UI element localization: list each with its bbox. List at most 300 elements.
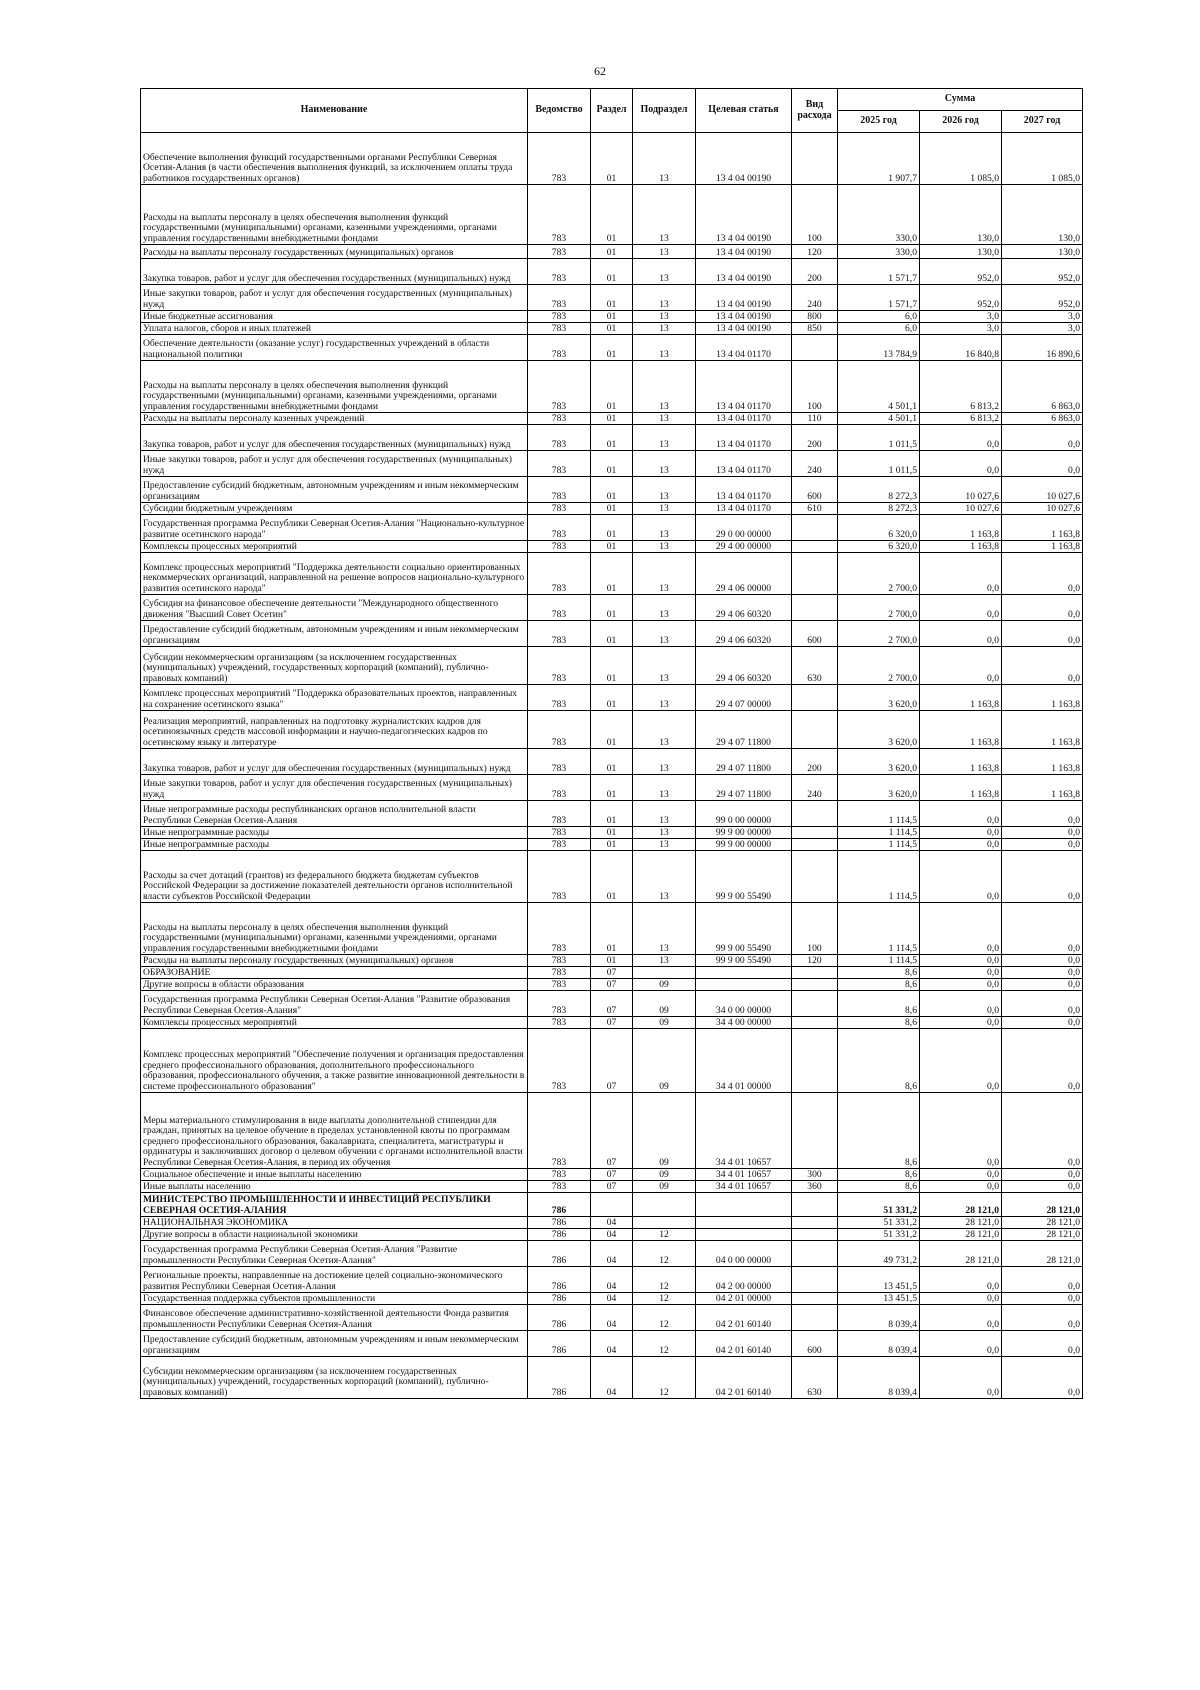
table-row (141, 1017, 1083, 1029)
cell-section: 01 (591, 903, 633, 955)
table-body (141, 133, 1083, 1399)
cell-subsection: 13 (633, 133, 696, 185)
cell-y2027: 3,0 (1002, 323, 1083, 335)
cell-section: 01 (591, 749, 633, 775)
cell-kind: 600 (792, 1331, 838, 1357)
cell-dept: 783 (528, 361, 591, 413)
cell-y2026: 0,0 (920, 979, 1002, 991)
cell-dept: 783 (528, 647, 591, 685)
cell-subsection: 13 (633, 185, 696, 245)
cell-y2027: 0,0 (1002, 1305, 1083, 1331)
cell-section: 07 (591, 991, 633, 1017)
cell-y2025: 1 114,5 (838, 827, 920, 839)
header-2025: 2025 год (838, 111, 920, 133)
cell-y2026: 0,0 (920, 451, 1002, 477)
header-row-1 (141, 89, 1083, 111)
cell-kind: 600 (792, 477, 838, 503)
cell-y2027: 0,0 (1002, 1357, 1083, 1399)
cell-kind (792, 335, 838, 361)
cell-name: Расходы на выплаты персоналу в целях обеспечения выполнения функций государственными (муниципальными) органами, казенными учреждениями, органами управления государственными внебюджетными фондами (141, 903, 528, 955)
cell-name: Иные выплаты населению (141, 1181, 528, 1193)
cell-subsection: 13 (633, 839, 696, 851)
cell-article: 04 2 01 60140 (696, 1331, 792, 1357)
cell-article: 04 2 01 60140 (696, 1305, 792, 1331)
cell-subsection: 13 (633, 515, 696, 541)
cell-y2027: 1 163,8 (1002, 711, 1083, 749)
table-row (141, 991, 1083, 1017)
cell-name: Обеспечение выполнения функций государственными органами Республики Северная Осетия-Алания (в части обеспечения выполнения функций, за исключением оплаты труда работников государственных органов) (141, 133, 528, 185)
cell-name: Субсидии бюджетным учреждениям (141, 503, 528, 515)
cell-article: 99 9 00 55490 (696, 955, 792, 967)
cell-y2025: 13 451,5 (838, 1267, 920, 1293)
cell-section: 01 (591, 451, 633, 477)
cell-y2026: 1 163,8 (920, 685, 1002, 711)
cell-y2025: 13 451,5 (838, 1293, 920, 1305)
cell-dept: 783 (528, 1029, 591, 1093)
cell-kind (792, 515, 838, 541)
cell-subsection: 13 (633, 647, 696, 685)
table-row (141, 1331, 1083, 1357)
table-row (141, 503, 1083, 515)
cell-y2025: 2 700,0 (838, 621, 920, 647)
cell-kind (792, 967, 838, 979)
cell-subsection: 09 (633, 1029, 696, 1093)
cell-y2027: 130,0 (1002, 245, 1083, 259)
cell-y2027: 28 121,0 (1002, 1241, 1083, 1267)
cell-y2027: 952,0 (1002, 285, 1083, 311)
cell-section: 01 (591, 285, 633, 311)
cell-dept: 783 (528, 503, 591, 515)
cell-kind: 200 (792, 749, 838, 775)
cell-y2025: 3 620,0 (838, 749, 920, 775)
cell-subsection: 12 (633, 1267, 696, 1293)
cell-section: 01 (591, 361, 633, 413)
cell-subsection: 12 (633, 1293, 696, 1305)
table-row (141, 1357, 1083, 1399)
cell-article: 13 4 04 00190 (696, 311, 792, 323)
cell-y2026: 0,0 (920, 967, 1002, 979)
cell-kind (792, 1305, 838, 1331)
cell-kind (792, 991, 838, 1017)
cell-y2026: 0,0 (920, 801, 1002, 827)
cell-y2027: 6 863,0 (1002, 413, 1083, 425)
cell-section: 07 (591, 1181, 633, 1193)
cell-dept: 783 (528, 1181, 591, 1193)
table-row (141, 425, 1083, 451)
cell-name: Комплексы процессных мероприятий (141, 541, 528, 553)
cell-subsection: 13 (633, 711, 696, 749)
cell-subsection: 13 (633, 335, 696, 361)
cell-y2026: 0,0 (920, 1293, 1002, 1305)
cell-kind: 110 (792, 413, 838, 425)
cell-dept: 786 (528, 1331, 591, 1357)
cell-section: 01 (591, 801, 633, 827)
cell-kind (792, 1217, 838, 1229)
table-row (141, 1229, 1083, 1241)
cell-kind: 850 (792, 323, 838, 335)
cell-subsection: 13 (633, 851, 696, 903)
cell-section: 01 (591, 955, 633, 967)
cell-article: 29 4 07 11800 (696, 749, 792, 775)
cell-y2025: 1 114,5 (838, 851, 920, 903)
cell-subsection: 13 (633, 259, 696, 285)
cell-y2026: 0,0 (920, 991, 1002, 1017)
cell-y2026: 0,0 (920, 1181, 1002, 1193)
cell-article: 13 4 04 00190 (696, 245, 792, 259)
header-dept: Ведомство (528, 89, 591, 133)
table-row (141, 903, 1083, 955)
cell-y2025: 8,6 (838, 1169, 920, 1181)
header-subsection: Подраздел (633, 89, 696, 133)
cell-section: 01 (591, 621, 633, 647)
cell-name: Государственная программа Республики Северная Осетия-Алания "Развитие образования Республики Северная Осетия-Алания" (141, 991, 528, 1017)
header-name: Наименование (141, 89, 528, 133)
cell-y2026: 0,0 (920, 1305, 1002, 1331)
cell-kind: 600 (792, 621, 838, 647)
cell-article: 29 4 06 60320 (696, 647, 792, 685)
table-row (141, 285, 1083, 311)
cell-y2025: 8,6 (838, 1017, 920, 1029)
cell-kind: 100 (792, 361, 838, 413)
table-row (141, 451, 1083, 477)
cell-y2027: 0,0 (1002, 451, 1083, 477)
cell-y2027: 0,0 (1002, 979, 1083, 991)
cell-y2026: 0,0 (920, 1267, 1002, 1293)
cell-subsection (633, 1193, 696, 1217)
cell-section: 01 (591, 685, 633, 711)
cell-kind (792, 1017, 838, 1029)
cell-name: Другие вопросы в области образования (141, 979, 528, 991)
cell-article: 34 0 00 00000 (696, 991, 792, 1017)
cell-section: 01 (591, 647, 633, 685)
cell-y2027: 0,0 (1002, 955, 1083, 967)
cell-article: 29 4 00 00000 (696, 541, 792, 553)
cell-y2027: 0,0 (1002, 1169, 1083, 1181)
cell-section: 07 (591, 979, 633, 991)
cell-kind: 630 (792, 1357, 838, 1399)
cell-y2027: 28 121,0 (1002, 1217, 1083, 1229)
cell-subsection: 13 (633, 311, 696, 323)
cell-y2026: 0,0 (920, 827, 1002, 839)
cell-y2025: 51 331,2 (838, 1217, 920, 1229)
cell-kind: 240 (792, 285, 838, 311)
cell-article: 34 4 01 10657 (696, 1181, 792, 1193)
cell-y2025: 4 501,1 (838, 361, 920, 413)
cell-article: 13 4 04 01170 (696, 361, 792, 413)
cell-dept: 783 (528, 335, 591, 361)
cell-dept: 783 (528, 851, 591, 903)
cell-y2026: 28 121,0 (920, 1217, 1002, 1229)
cell-y2026: 0,0 (920, 1029, 1002, 1093)
cell-y2026: 952,0 (920, 259, 1002, 285)
cell-kind: 200 (792, 425, 838, 451)
cell-y2027: 0,0 (1002, 1267, 1083, 1293)
cell-y2025: 2 700,0 (838, 647, 920, 685)
cell-section: 01 (591, 413, 633, 425)
cell-dept: 783 (528, 595, 591, 621)
cell-article: 04 2 00 00000 (696, 1267, 792, 1293)
cell-section: 01 (591, 775, 633, 801)
cell-subsection: 13 (633, 827, 696, 839)
cell-y2025: 330,0 (838, 245, 920, 259)
cell-section: 01 (591, 851, 633, 903)
table-row (141, 621, 1083, 647)
cell-name: Меры материального стимулирования в виде выплаты дополнительной стипендии для граждан, принятых на целевое обучение в пределах установленной квоты по программам среднего профессионального образования, бакалавриата, специалитета, магистратуры и ординатуры и заключивших договор о целевом обучении с органами исполнительной власти Республики Северная Осетия-Алания, в период их обучения (141, 1093, 528, 1169)
cell-kind (792, 595, 838, 621)
cell-section: 01 (591, 185, 633, 245)
cell-article: 34 4 01 00000 (696, 1029, 792, 1093)
cell-subsection: 13 (633, 425, 696, 451)
cell-subsection: 13 (633, 621, 696, 647)
table-row (141, 361, 1083, 413)
cell-y2027: 1 163,8 (1002, 775, 1083, 801)
cell-y2027: 0,0 (1002, 801, 1083, 827)
table-row (141, 851, 1083, 903)
cell-y2026: 28 121,0 (920, 1229, 1002, 1241)
cell-dept: 783 (528, 451, 591, 477)
table-row (141, 979, 1083, 991)
cell-y2025: 1 114,5 (838, 801, 920, 827)
table-row (141, 245, 1083, 259)
cell-name: Расходы на выплаты персоналу в целях обеспечения выполнения функций государственными (муниципальными) органами, казенными учреждениями, органами управления государственными внебюджетными фондами (141, 361, 528, 413)
cell-section: 04 (591, 1305, 633, 1331)
table-row (141, 335, 1083, 361)
cell-y2025: 49 731,2 (838, 1241, 920, 1267)
cell-y2025: 8 039,4 (838, 1331, 920, 1357)
cell-section: 01 (591, 477, 633, 503)
cell-name: Закупка товаров, работ и услуг для обеспечения государственных (муниципальных) нужд (141, 259, 528, 285)
cell-article (696, 979, 792, 991)
table-row (141, 595, 1083, 621)
cell-name: Обеспечение деятельности (оказание услуг) государственных учреждений в области национальной политики (141, 335, 528, 361)
cell-section: 01 (591, 839, 633, 851)
cell-kind (792, 1293, 838, 1305)
cell-dept: 783 (528, 133, 591, 185)
cell-y2026: 130,0 (920, 245, 1002, 259)
cell-y2025: 2 700,0 (838, 553, 920, 595)
cell-y2025: 1 114,5 (838, 903, 920, 955)
cell-name: НАЦИОНАЛЬНАЯ ЭКОНОМИКА (141, 1217, 528, 1229)
cell-dept: 783 (528, 839, 591, 851)
cell-article: 13 4 04 00190 (696, 285, 792, 311)
cell-dept: 783 (528, 311, 591, 323)
cell-y2026: 0,0 (920, 425, 1002, 451)
cell-article: 13 4 04 01170 (696, 451, 792, 477)
cell-kind (792, 851, 838, 903)
cell-y2027: 0,0 (1002, 1093, 1083, 1169)
cell-y2027: 0,0 (1002, 553, 1083, 595)
cell-y2027: 6 863,0 (1002, 361, 1083, 413)
cell-y2027: 10 027,6 (1002, 477, 1083, 503)
cell-article (696, 1229, 792, 1241)
cell-y2025: 6,0 (838, 311, 920, 323)
cell-y2026: 10 027,6 (920, 477, 1002, 503)
cell-y2026: 1 085,0 (920, 133, 1002, 185)
cell-y2026: 16 840,8 (920, 335, 1002, 361)
cell-y2025: 8 039,4 (838, 1305, 920, 1331)
cell-article: 13 4 04 01170 (696, 335, 792, 361)
cell-y2025: 8,6 (838, 979, 920, 991)
cell-name: Расходы за счет дотаций (грантов) из федерального бюджета бюджетам субъектов Российской Федерации за достижение показателей деятельности органов исполнительной власти субъектов Российской Федерации (141, 851, 528, 903)
cell-article: 13 4 04 01170 (696, 477, 792, 503)
cell-article: 99 9 00 55490 (696, 903, 792, 955)
cell-y2027: 0,0 (1002, 647, 1083, 685)
cell-dept: 783 (528, 259, 591, 285)
cell-section: 01 (591, 827, 633, 839)
cell-kind: 630 (792, 647, 838, 685)
cell-y2026: 0,0 (920, 851, 1002, 903)
cell-dept: 783 (528, 185, 591, 245)
cell-section: 07 (591, 1017, 633, 1029)
cell-dept: 786 (528, 1241, 591, 1267)
cell-y2026: 1 163,8 (920, 749, 1002, 775)
cell-article: 29 4 06 60320 (696, 595, 792, 621)
cell-article: 13 4 04 00190 (696, 323, 792, 335)
cell-kind (792, 1193, 838, 1217)
cell-name: Государственная поддержка субъектов промышленности (141, 1293, 528, 1305)
cell-kind: 240 (792, 775, 838, 801)
cell-section (591, 1193, 633, 1217)
cell-dept: 783 (528, 749, 591, 775)
cell-subsection: 12 (633, 1229, 696, 1241)
cell-name: Государственная программа Республики Северная Осетия-Алания "Развитие промышленности Республики Северная Осетия-Алания" (141, 1241, 528, 1267)
cell-subsection: 13 (633, 245, 696, 259)
cell-section: 01 (591, 245, 633, 259)
cell-section: 04 (591, 1331, 633, 1357)
cell-y2025: 3 620,0 (838, 711, 920, 749)
cell-kind (792, 541, 838, 553)
cell-section: 01 (591, 259, 633, 285)
cell-y2026: 952,0 (920, 285, 1002, 311)
table-row (141, 1029, 1083, 1093)
cell-subsection: 13 (633, 775, 696, 801)
cell-y2027: 0,0 (1002, 839, 1083, 851)
cell-dept: 783 (528, 685, 591, 711)
cell-y2027: 1 163,8 (1002, 515, 1083, 541)
header-article: Целевая статья (696, 89, 792, 133)
table-row (141, 1181, 1083, 1193)
table-row (141, 477, 1083, 503)
header-section: Раздел (591, 89, 633, 133)
cell-y2027: 952,0 (1002, 259, 1083, 285)
cell-subsection: 13 (633, 285, 696, 311)
cell-y2025: 13 784,9 (838, 335, 920, 361)
cell-dept: 786 (528, 1217, 591, 1229)
cell-dept: 783 (528, 515, 591, 541)
cell-article: 13 4 04 00190 (696, 133, 792, 185)
cell-dept: 786 (528, 1293, 591, 1305)
table-row (141, 967, 1083, 979)
cell-dept: 783 (528, 775, 591, 801)
cell-y2025: 1 114,5 (838, 839, 920, 851)
cell-y2027: 130,0 (1002, 185, 1083, 245)
cell-dept: 783 (528, 621, 591, 647)
cell-dept: 783 (528, 541, 591, 553)
page-number: 62 (594, 64, 606, 78)
cell-section: 01 (591, 553, 633, 595)
cell-section: 07 (591, 1169, 633, 1181)
cell-subsection (633, 1217, 696, 1229)
table-row (141, 1193, 1083, 1217)
cell-y2027: 0,0 (1002, 1331, 1083, 1357)
cell-dept: 783 (528, 903, 591, 955)
cell-article: 99 0 00 00000 (696, 801, 792, 827)
cell-name: Иные закупки товаров, работ и услуг для обеспечения государственных (муниципальных) нужд (141, 451, 528, 477)
cell-subsection: 13 (633, 323, 696, 335)
cell-name: ОБРАЗОВАНИЕ (141, 967, 528, 979)
cell-name: Иные закупки товаров, работ и услуг для обеспечения государственных (муниципальных) нужд (141, 775, 528, 801)
cell-article (696, 1217, 792, 1229)
table-row (141, 185, 1083, 245)
cell-y2027: 0,0 (1002, 991, 1083, 1017)
cell-subsection: 09 (633, 1017, 696, 1029)
cell-section: 01 (591, 711, 633, 749)
cell-y2027: 3,0 (1002, 311, 1083, 323)
cell-y2027: 0,0 (1002, 621, 1083, 647)
cell-y2026: 0,0 (920, 839, 1002, 851)
table-row (141, 711, 1083, 749)
cell-y2025: 8,6 (838, 991, 920, 1017)
cell-name: Финансовое обеспечение административно-хозяйственной деятельности Фонда развития промышленности Республики Северная Осетия-Алания (141, 1305, 528, 1331)
cell-y2026: 3,0 (920, 311, 1002, 323)
cell-name: Иные бюджетные ассигнования (141, 311, 528, 323)
cell-section: 01 (591, 425, 633, 451)
cell-y2025: 330,0 (838, 185, 920, 245)
cell-dept: 783 (528, 1169, 591, 1181)
cell-y2025: 1 011,5 (838, 425, 920, 451)
cell-dept: 783 (528, 979, 591, 991)
cell-y2025: 8 272,3 (838, 477, 920, 503)
cell-subsection: 13 (633, 685, 696, 711)
cell-name: Расходы на выплаты персоналу казенных учреждений (141, 413, 528, 425)
cell-section: 04 (591, 1217, 633, 1229)
cell-dept: 786 (528, 1229, 591, 1241)
cell-kind (792, 711, 838, 749)
table-row (141, 801, 1083, 827)
cell-section: 01 (591, 311, 633, 323)
cell-subsection: 13 (633, 413, 696, 425)
cell-y2027: 0,0 (1002, 1293, 1083, 1305)
cell-y2026: 1 163,8 (920, 711, 1002, 749)
cell-dept: 786 (528, 1357, 591, 1399)
cell-subsection: 09 (633, 1181, 696, 1193)
cell-subsection: 13 (633, 801, 696, 827)
cell-name: Комплекс процессных мероприятий "Обеспечение получения и организация предоставления среднего профессионального образования, дополнительного профессионального образования, профессионального обучения, а также развитие инновационной деятельности в системе профессионального образования" (141, 1029, 528, 1093)
cell-article: 13 4 04 00190 (696, 185, 792, 245)
cell-y2026: 1 163,8 (920, 775, 1002, 801)
cell-y2025: 8 272,3 (838, 503, 920, 515)
cell-kind (792, 1241, 838, 1267)
cell-y2027: 1 163,8 (1002, 685, 1083, 711)
cell-y2025: 3 620,0 (838, 685, 920, 711)
cell-subsection: 09 (633, 979, 696, 991)
cell-section: 04 (591, 1229, 633, 1241)
cell-section: 07 (591, 967, 633, 979)
cell-name: Предоставление субсидий бюджетным, автономным учреждениям и иным некоммерческим организациям (141, 621, 528, 647)
cell-y2026: 10 027,6 (920, 503, 1002, 515)
cell-subsection: 09 (633, 1093, 696, 1169)
cell-kind (792, 979, 838, 991)
cell-y2026: 28 121,0 (920, 1193, 1002, 1217)
cell-dept: 783 (528, 413, 591, 425)
cell-y2027: 0,0 (1002, 903, 1083, 955)
cell-article: 29 4 07 11800 (696, 711, 792, 749)
cell-kind: 800 (792, 311, 838, 323)
cell-kind (792, 685, 838, 711)
cell-y2027: 28 121,0 (1002, 1193, 1083, 1217)
cell-y2027: 0,0 (1002, 425, 1083, 451)
cell-y2025: 8 039,4 (838, 1357, 920, 1399)
